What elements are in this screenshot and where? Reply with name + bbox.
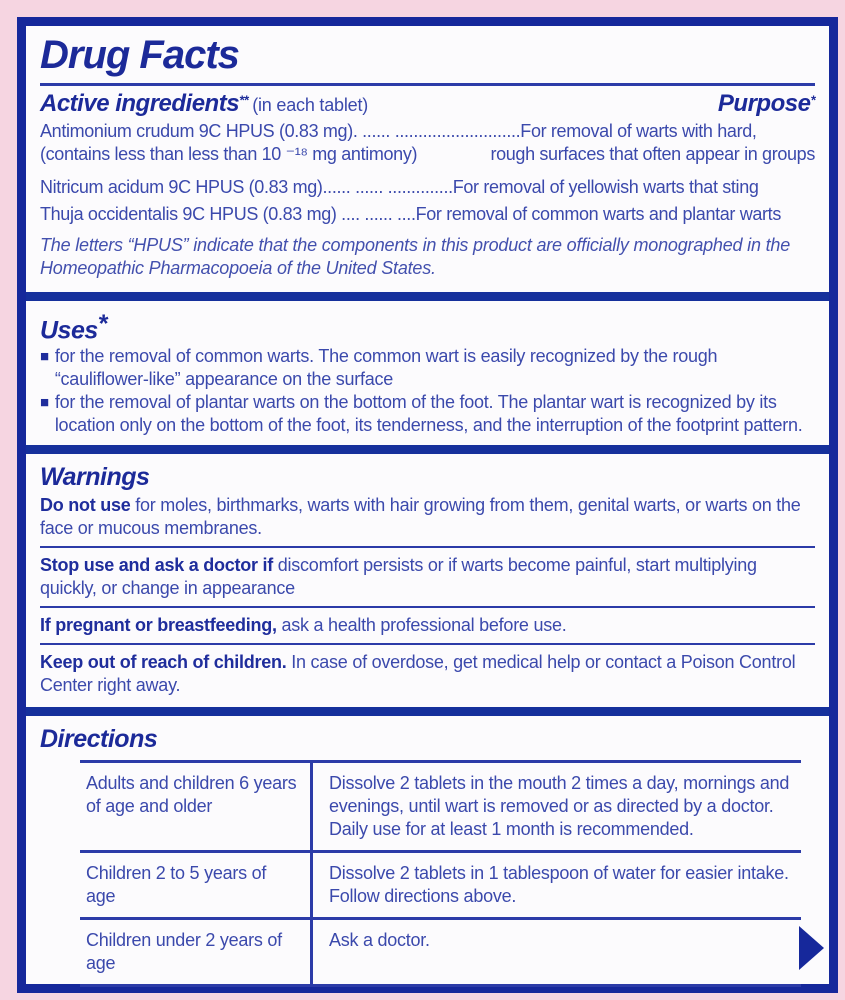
uses-bullet-common-warts [40,345,815,391]
instruction-cell: Dissolve 2 tablets in the mouth 2 times a day, mornings and evenings, until wart is removed or as directed by a doctor. Daily use for at least 1 month is recommended. [310,763,801,850]
warning-text: ask a health professional before use. [276,615,567,636]
section-divider-bar [26,292,829,301]
uses-bullet-plantar-warts [40,391,815,437]
uses-bullet-text: for the removal of plantar warts on the bottom of the foot. The plantar wart is recognized by its location only on the bottom of the foot, its tenderness, and the interruption of the footprint pattern. [54,392,803,436]
section-active-ingredients [26,86,829,292]
section-divider-bar [26,707,829,716]
page-title: Drug Facts [40,33,239,77]
purpose-footnote-marker: * [810,92,815,108]
square-bullet-icon: ■ [40,348,49,366]
uses-heading: Uses* [40,310,107,345]
table-row [80,763,801,853]
purpose-continuation: rough surfaces that often appear in groups [490,144,815,164]
directions-table [80,760,801,987]
warning-pregnant [40,614,815,637]
warning-bold-lead: Keep out of reach of children. [40,652,287,673]
instruction-cell: Dissolve 2 tablets in 1 tablespoon of water for easier intake. Follow directions above. [310,853,801,917]
warning-bold-lead: Stop use and ask a doctor if [40,555,274,576]
antimony-contains-note: (contains less than less than 10 ⁻¹⁸ mg antimony) [40,144,418,164]
instruction-cell: Ask a doctor. [310,920,801,984]
warnings-rule [40,643,815,645]
active-ingredients-heading-row [40,90,815,120]
uses-bullet-text: for the removal of common warts. The common wart is easily recognized by the rough “cauliflower-like” appearance on the surface [54,346,718,390]
directions-heading: Directions [40,725,158,754]
ingredient-line-antimony-note [40,143,815,166]
section-warnings [26,454,829,707]
warnings-rule [40,546,815,548]
age-group-cell: Children under 2 years of age [86,930,282,974]
warning-bold-lead: Do not use [40,495,131,516]
in-each-tablet-note: (in each tablet) [252,95,369,115]
warning-bold-lead: If pregnant or breastfeeding, [40,615,277,636]
section-divider-bar [26,445,829,454]
table-row [80,853,801,920]
purpose-heading: Purpose* [717,90,815,117]
age-group-cell: Adults and children 6 years of age and older [86,773,297,817]
active-ingredients-heading: Active ingredients** (in each tablet) [40,90,369,117]
warnings-rule [40,606,815,608]
warning-keep-out-of-reach [40,651,815,697]
age-group-cell: Children 2 to 5 years of age [86,863,267,907]
warning-do-not-use [40,494,815,540]
label-header [26,26,829,86]
uses-footnote-marker: * [97,310,107,338]
ingredient-line-nitricum: Nitricum acidum 9C HPUS (0.83 mg)...... ...... ..............For removal of yellowish warts that sting [40,177,759,197]
warning-text: for moles, birthmarks, warts with hair growing from them, genital warts, or warts on the face or mucous membranes. [40,495,801,539]
drug-facts-label [17,17,838,993]
section-uses [26,301,829,445]
ingredient-line-antimonium: Antimonium crudum 9C HPUS (0.83 mg). ...... ...........................For removal of warts with hard, [40,121,757,141]
warning-text: In case of overdose, get medical help or contact a Poison Control Center right away. [40,652,796,696]
hpus-note: The letters “HPUS” indicate that the components in this product are officially monographed in the Homeopathic Pharmacopoeia of the United States. [40,235,791,278]
warning-text: discomfort persists or if warts become painful, start multiplying quickly, or change in appearance [40,555,757,599]
square-bullet-icon: ■ [40,394,49,412]
ingredient-line-thuja: Thuja occidentalis 9C HPUS (0.83 mg) .... ...... ....For removal of common warts and plantar warts [40,204,781,224]
active-ingredients-footnote-marker: ** [239,92,249,108]
section-directions [26,716,829,991]
table-row [80,920,801,984]
warning-stop-use [40,554,815,600]
continues-right-arrow-icon [799,926,824,970]
warnings-heading: Warnings [40,463,150,492]
